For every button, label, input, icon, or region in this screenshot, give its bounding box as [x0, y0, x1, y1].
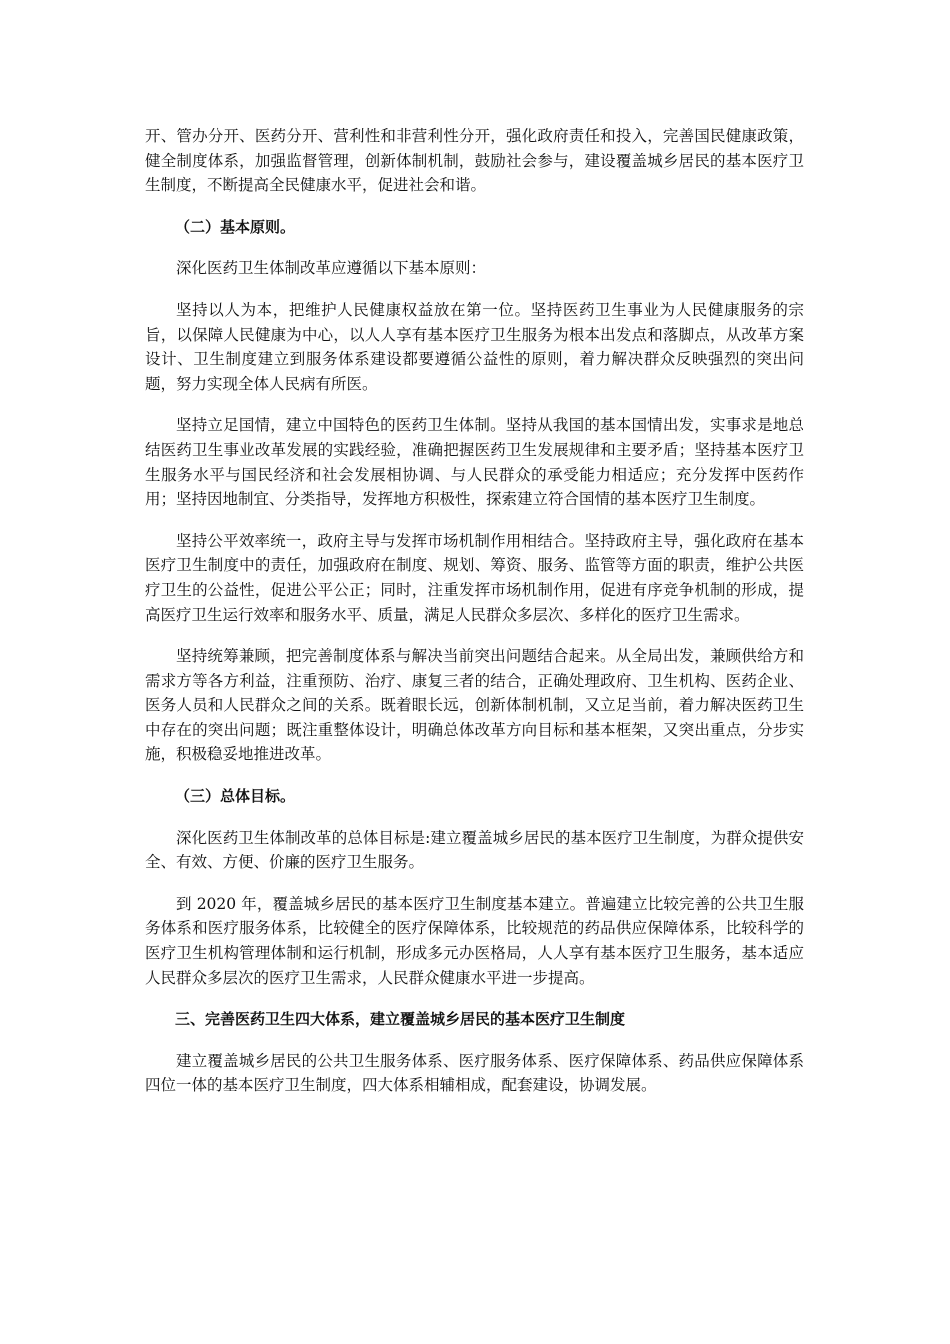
paragraph-principles-intro: 深化医药卫生体制改革应遵循以下基本原则：	[176, 259, 487, 278]
section-heading-overall-goal: （三）总体目标。	[175, 787, 296, 806]
paragraph-goal-statement: 深化医药卫生体制改革的总体目标是:建立覆盖城乡居民的基本医疗卫生制度，为群众提供安全、有效、方便、价廉的医疗卫生服务。	[145, 828, 804, 872]
paragraph-overall-planning: 坚持统筹兼顾，把完善制度体系与解决当前突出问题结合起来。从全局出发，兼顾供给方和需求方等各方利益，注重预防、治疗、康复三者的结合，正确处理政府、卫生机构、医药企业、医务人员和人民群众之间的关系。既着眼长远，创新体制机制，又立足当前，着力解决医药卫生中存在的突出问题；既注重整体设计，明确总体改革方向目标和基本框架，又突出重点，分步实施，积极稳妥地推进改革。	[145, 647, 804, 764]
paragraph-continuation: 开、管办分开、医药分开、营利性和非营利性分开，强化政府责任和投入，完善国民健康政策，健全制度体系，加强监督管理，创新体制机制，鼓励社会参与，建设覆盖城乡居民的基本医疗卫生制度，不断提高全民健康水平，促进社会和谐。	[145, 127, 804, 195]
section-heading-basic-principles: （二）基本原则。	[175, 217, 296, 236]
paragraph-national-conditions: 坚持立足国情，建立中国特色的医药卫生体制。坚持从我国的基本国情出发，实事求是地总结医药卫生事业改革发展的实践经验，准确把握医药卫生发展规律和主要矛盾；坚持基本医疗卫生服务水平与国民经济和社会发展相协调、与人民群众的承受能力相适应；充分发挥中医药作用；坚持因地制宜、分类指导，发挥地方积极性，探索建立符合国情的基本医疗卫生制度。	[145, 416, 804, 509]
document-page	[145, 124, 804, 1115]
paragraph-fairness-efficiency: 坚持公平效率统一，政府主导与发挥市场机制作用相结合。坚持政府主导，强化政府在基本医疗卫生制度中的责任，加强政府在制度、规划、筹资、服务、监管等方面的职责，维护公共医疗卫生的公益性，促进公平公正；同时，注重发挥市场机制作用，促进有序竞争机制的形成，提高医疗卫生运行效率和服务水平、质量，满足人民群众多层次、多样化的医疗卫生需求。	[145, 531, 804, 624]
chapter-heading-four-systems: 三、完善医药卫生四大体系，建立覆盖城乡居民的基本医疗卫生制度	[175, 1010, 626, 1029]
paragraph-2020-target: 到 2020 年，覆盖城乡居民的基本医疗卫生制度基本建立。普遍建立比较完善的公共卫生服务体系和医疗服务体系，比较健全的医疗保障体系，比较规范的药品供应保障体系，比较科学的医疗卫生机构管理体制和运行机制，形成多元办医格局，人人享有基本医疗卫生服务，基本适应人民群众多层次的医疗卫生需求，人民群众健康水平进一步提高。	[145, 894, 804, 987]
paragraph-people-oriented: 坚持以人为本，把维护人民健康权益放在第一位。坚持医药卫生事业为人民健康服务的宗旨，以保障人民健康为中心，以人人享有基本医疗卫生服务为根本出发点和落脚点，从改革方案设计、卫生制度建立到服务体系建设都要遵循公益性的原则，着力解决群众反映强烈的突出问题，努力实现全体人民病有所医。	[145, 300, 804, 393]
paragraph-four-systems: 建立覆盖城乡居民的公共卫生服务体系、医疗服务体系、医疗保障体系、药品供应保障体系四位一体的基本医疗卫生制度，四大体系相辅相成，配套建设，协调发展。	[145, 1051, 804, 1095]
